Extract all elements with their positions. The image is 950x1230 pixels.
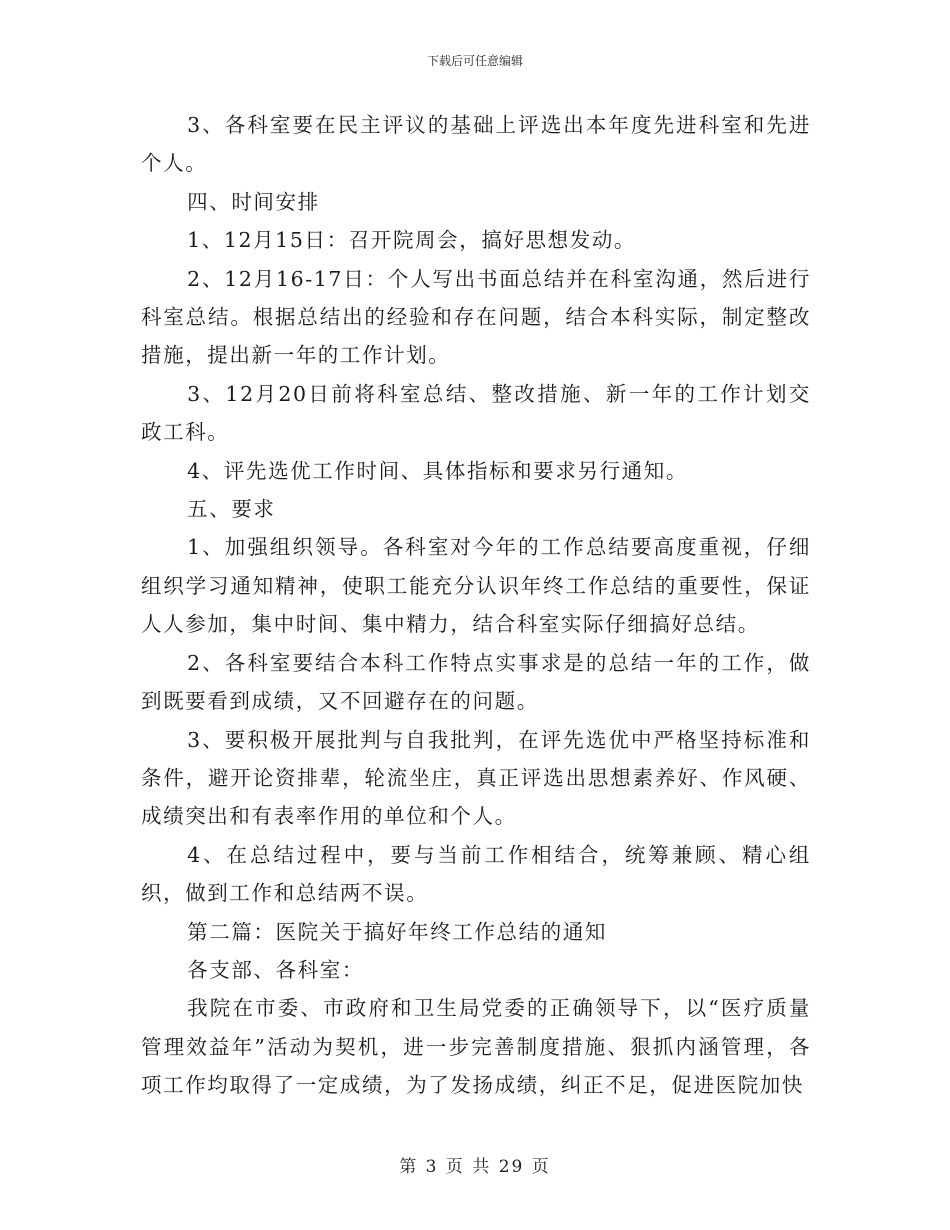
article-title-second: 第二篇：医院关于搞好年终工作总结的通知 [187, 919, 608, 944]
paragraph-intro: 我院在市委、市政府和卫生局党委的正确领导下，以“医疗质量管理效益年”活动为契机，进一步完善制度措施、狠抓内涵管理，各项工作均取得了一定成绩，为了发扬成绩，纠正不足，促进医院加快 [141, 996, 811, 1098]
paragraph-schedule-2: 2、12月16-17日：个人写出书面总结并在科室沟通，然后进行科室总结。根据总结出的经验和存在问题，结合本科实际，制定整改措施，提出新一年的工作计划。 [141, 266, 811, 368]
paragraph-requirement-2: 2、各科室要结合本科工作特点实事求是的总结一年的工作，做到既要看到成绩，又不回避存在的问题。 [141, 650, 811, 714]
paragraph-requirement-3: 3、要积极开展批判与自我批判，在评先选优中严格坚持标准和条件，避开论资排辈，轮流坐庄，真正评选出思想素养好、作风硬、成绩突出和有表率作用的单位和个人。 [141, 727, 811, 829]
paragraph-schedule-1: 1、12月15日：召开院周会，搞好思想发动。 [187, 228, 637, 253]
section-heading-schedule: 四、时间安排 [187, 189, 320, 214]
paragraph-requirement-4: 4、在总结过程中，要与当前工作相结合，统筹兼顾、精心组织，做到工作和总结两不误。 [141, 842, 811, 906]
salutation: 各支部、各科室： [187, 957, 364, 982]
paragraph-item-3-selection: 3、各科室要在民主评议的基础上评选出本年度先进科室和先进个人。 [141, 113, 811, 176]
section-heading-requirements: 五、要求 [187, 497, 276, 522]
page-header-note: 下载后可任意编辑 [426, 54, 523, 68]
paragraph-schedule-4: 4、评先选优工作时间、具体指标和要求另行通知。 [187, 458, 688, 483]
document-body [141, 106, 811, 1105]
paragraph-schedule-3: 3、12月20日前将科室总结、整改措施、新一年的工作计划交政工科。 [141, 381, 811, 445]
page-number-footer: 第 3 页 共 29 页 [399, 1157, 551, 1177]
paragraph-requirement-1: 1、加强组织领导。各科室对今年的工作总结要高度重视，仔细组织学习通知精神，使职工能充分认识年终工作总结的重要性，保证人人参加，集中时间、集中精力，结合科室实际仔细搞好总结。 [141, 535, 811, 637]
